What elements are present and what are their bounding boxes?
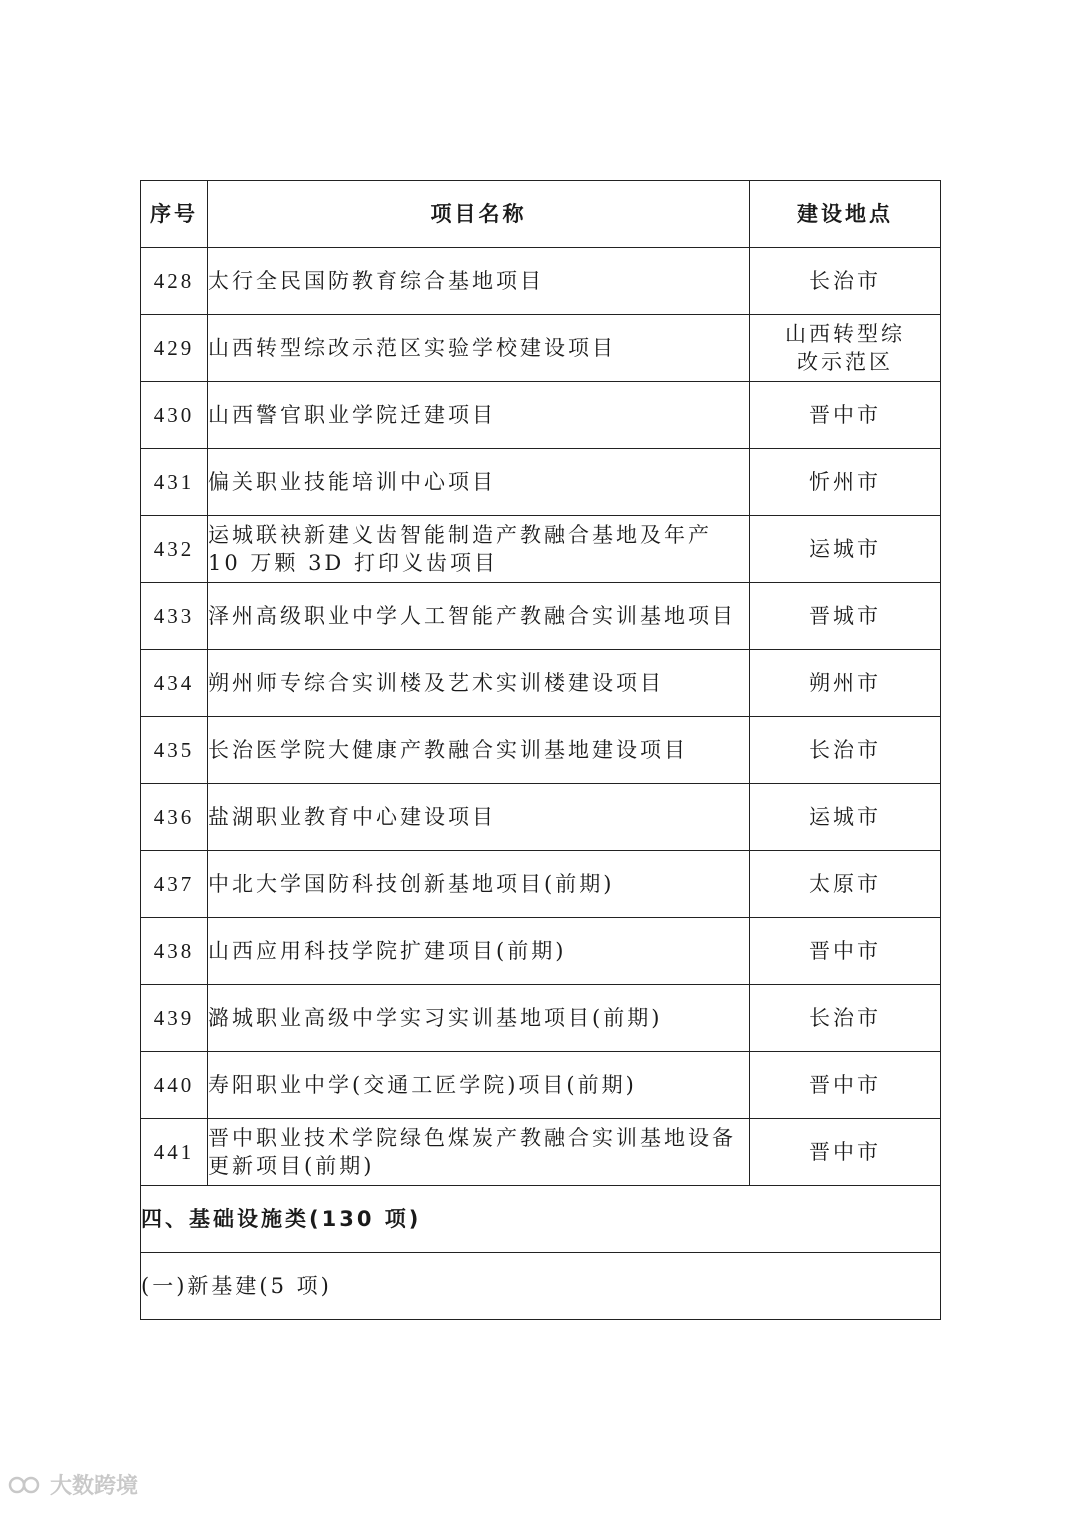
header-location: 建设地点 — [750, 181, 941, 248]
project-table — [140, 180, 941, 1320]
row-serial: 430 — [141, 382, 208, 449]
table-row — [141, 985, 941, 1052]
table-row — [141, 784, 941, 851]
table-row — [141, 851, 941, 918]
table-row — [141, 1052, 941, 1119]
row-location: 运城市 — [750, 784, 941, 851]
row-location: 忻州市 — [750, 449, 941, 516]
watermark-text: 大数跨境 — [50, 1474, 139, 1499]
row-project-name: 山西警官职业学院迁建项目 — [208, 382, 750, 449]
row-serial: 428 — [141, 248, 208, 315]
table-row — [141, 918, 941, 985]
row-serial: 440 — [141, 1052, 208, 1119]
table-row — [141, 449, 941, 516]
row-serial: 435 — [141, 717, 208, 784]
row-location: 晋城市 — [750, 583, 941, 650]
row-project-name: 太行全民国防教育综合基地项目 — [208, 248, 750, 315]
row-location: 长治市 — [750, 985, 941, 1052]
row-serial: 439 — [141, 985, 208, 1052]
row-location-text: 山西转型综改示范区 — [785, 322, 905, 374]
row-project-name: 中北大学国防科技创新基地项目(前期) — [208, 851, 750, 918]
header-serial: 序号 — [141, 181, 208, 248]
row-project-name: 寿阳职业中学(交通工匠学院)项目(前期) — [208, 1052, 750, 1119]
subsection-row — [141, 1253, 941, 1320]
watermark-logo-icon — [8, 1474, 44, 1496]
row-project-name: 盐湖职业教育中心建设项目 — [208, 784, 750, 851]
row-location: 运城市 — [750, 516, 941, 583]
row-serial: 436 — [141, 784, 208, 851]
row-location: 长治市 — [750, 717, 941, 784]
table-row — [141, 516, 941, 583]
section-row — [141, 1186, 941, 1253]
section-heading: 四、基础设施类(130 项) — [141, 1186, 941, 1253]
table-row — [141, 248, 941, 315]
row-serial: 438 — [141, 918, 208, 985]
table-row — [141, 315, 941, 382]
row-serial: 433 — [141, 583, 208, 650]
table-row — [141, 583, 941, 650]
table-row — [141, 650, 941, 717]
row-location: 晋中市 — [750, 382, 941, 449]
row-serial: 441 — [141, 1119, 208, 1186]
row-location: 太原市 — [750, 851, 941, 918]
row-location: 长治市 — [750, 248, 941, 315]
row-serial: 434 — [141, 650, 208, 717]
row-location — [750, 315, 941, 382]
row-project-name: 潞城职业高级中学实习实训基地项目(前期) — [208, 985, 750, 1052]
row-location: 晋中市 — [750, 1119, 941, 1186]
row-serial: 432 — [141, 516, 208, 583]
row-project-name: 山西应用科技学院扩建项目(前期) — [208, 918, 750, 985]
row-project-name: 运城联袂新建义齿智能制造产教融合基地及年产 10 万颗 3D 打印义齿项目 — [208, 516, 750, 583]
table-row — [141, 717, 941, 784]
table-header-row — [141, 181, 941, 248]
row-project-name: 长治医学院大健康产教融合实训基地建设项目 — [208, 717, 750, 784]
watermark — [8, 1469, 138, 1500]
table-row — [141, 382, 941, 449]
row-project-name: 偏关职业技能培训中心项目 — [208, 449, 750, 516]
row-serial: 437 — [141, 851, 208, 918]
row-serial: 429 — [141, 315, 208, 382]
header-project-name: 项目名称 — [208, 181, 750, 248]
row-location: 晋中市 — [750, 918, 941, 985]
row-project-name: 山西转型综改示范区实验学校建设项目 — [208, 315, 750, 382]
table-row — [141, 1119, 941, 1186]
row-location: 晋中市 — [750, 1052, 941, 1119]
row-project-name: 泽州高级职业中学人工智能产教融合实训基地项目 — [208, 583, 750, 650]
row-project-name: 晋中职业技术学院绿色煤炭产教融合实训基地设备更新项目(前期) — [208, 1119, 750, 1186]
row-project-name: 朔州师专综合实训楼及艺术实训楼建设项目 — [208, 650, 750, 717]
row-location: 朔州市 — [750, 650, 941, 717]
row-serial: 431 — [141, 449, 208, 516]
subsection-heading: (一)新基建(5 项) — [141, 1253, 941, 1320]
